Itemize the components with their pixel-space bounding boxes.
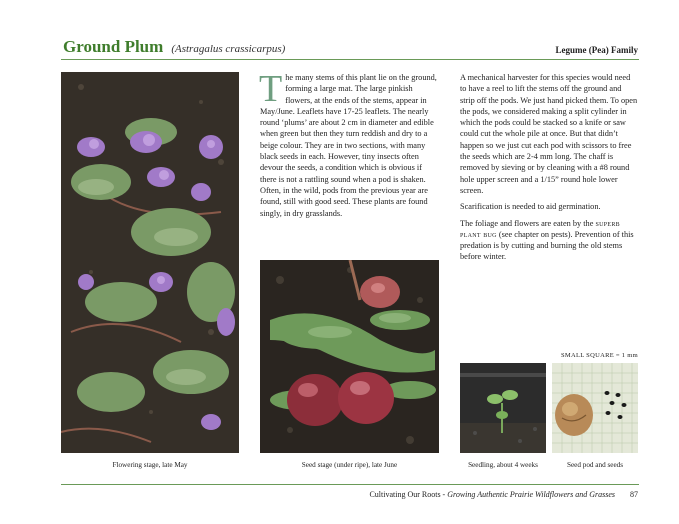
seed-stage-photo bbox=[260, 260, 439, 453]
intro-paragraph bbox=[259, 68, 440, 219]
pest-paragraph bbox=[460, 218, 638, 263]
plant-common-name: Ground Plum bbox=[63, 37, 164, 56]
flowering-caption: Flowering stage, late May bbox=[112, 461, 188, 469]
plant-family: Legume (Pea) Family bbox=[555, 45, 638, 55]
page-number: 87 bbox=[630, 490, 638, 499]
pest-paragraph-start: The foliage and flowers are eaten by the bbox=[460, 218, 594, 228]
text-column-right bbox=[460, 72, 638, 268]
scale-note: SMALL SQUARE = 1 mm bbox=[560, 352, 638, 359]
page-title bbox=[63, 37, 285, 57]
footer-book: Cultivating Our Roots - bbox=[369, 490, 446, 499]
pest-paragraph-end: (see chapter on pests). Prevention of this predation is by cutting and burning the old stems before winter. bbox=[460, 229, 634, 262]
flowering-stage-photo bbox=[61, 72, 239, 453]
seed-stage-caption: Seed stage (under ripe), late June bbox=[301, 461, 398, 469]
intro-paragraph-text: he many stems of this plant lie on the ground, forming a large mat. The large pinkish flowers, at the ends of the stems, appear in May/June. Leaflets have 17-25 leaflets. The nearly round ‘plums’ are about 2 cm in diameter and edible when green but then they turn reddish and dry to a beige colour. They are in two sections, with many black seeds in each. However, tiny insects often devour the seeds, a condition which is obvious if there is not a rattling sound when a pod is shaken. Often, in the wild, pods from the previous year are found, still with good seed. These plants are found singly, in dry grasslands. bbox=[260, 73, 437, 218]
seedling-photo bbox=[460, 363, 546, 453]
seed-pod-photo bbox=[552, 363, 638, 453]
plant-latin-name: (Astragalus crassicarpus) bbox=[171, 43, 286, 55]
header-divider bbox=[61, 59, 639, 60]
pest-name: superb plant bug bbox=[460, 218, 620, 239]
footer-book-title bbox=[369, 490, 615, 499]
text-column-middle bbox=[259, 68, 440, 224]
scarification-paragraph: Scarification is needed to aid germination. bbox=[460, 202, 601, 212]
drop-cap: T bbox=[259, 68, 283, 110]
seedling-caption: Seedling, about 4 weeks bbox=[468, 461, 538, 469]
seed-pod-caption: Seed pod and seeds bbox=[566, 461, 624, 469]
footer-subtitle: Growing Authentic Prairie Wildflowers and Grasses bbox=[447, 490, 615, 499]
footer-divider bbox=[61, 484, 639, 485]
harvest-paragraph: A mechanical harvester for this species would need to have a reel to lift the stems off the ground and strip off the pods. We just hand picked them. To open the pods, we considered making a split cylinder in which the pods could be stacked so a knife or saw could cut the whole pile at once. But that didn’t happen so we just cut each pod with scissors to free the seeds which are 2-4 mm long. The chaff is removed by sieving or by cleaning with a #8 round hole upper screen and a 1/15” round hole lower screen. bbox=[460, 73, 638, 195]
